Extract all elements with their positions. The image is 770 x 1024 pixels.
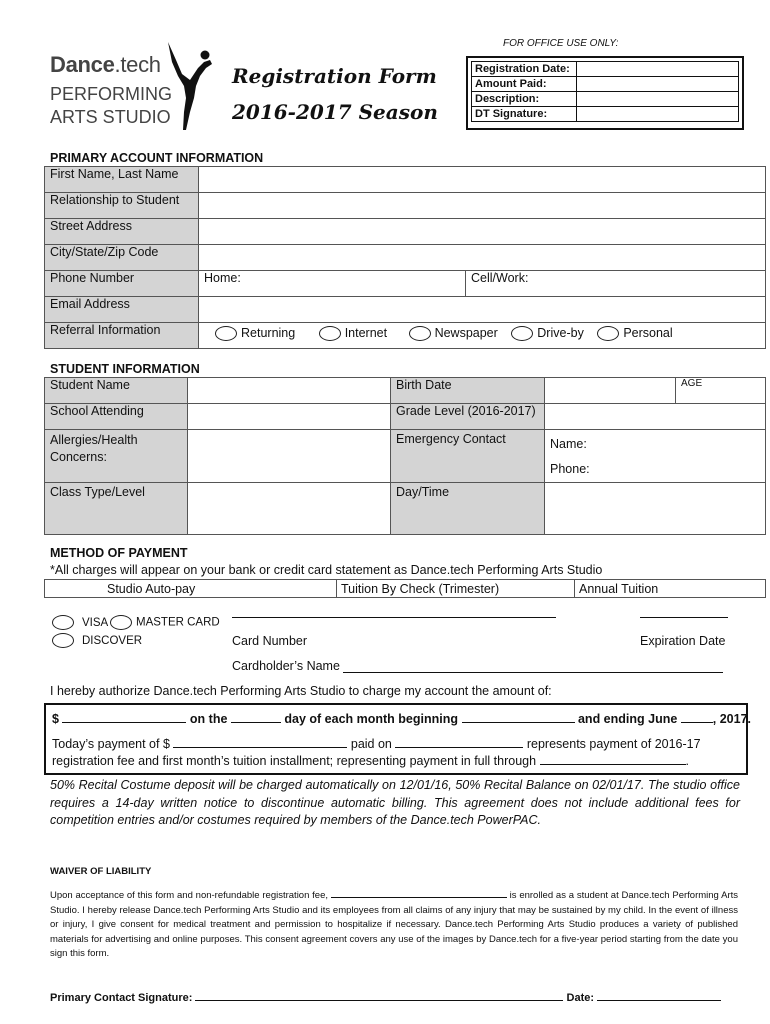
- radio-oval-icon: [52, 633, 74, 648]
- paid-through-line[interactable]: [540, 752, 686, 765]
- expiration-line[interactable]: [640, 617, 728, 618]
- todays-payment-line[interactable]: [173, 735, 347, 748]
- grade-level-field[interactable]: [545, 404, 766, 430]
- payment-options-table: [44, 579, 766, 598]
- card-type-mastercard[interactable]: MASTER CARD: [110, 615, 220, 630]
- class-type-field[interactable]: [188, 483, 391, 535]
- pay-option-autopay[interactable]: Studio Auto-pay: [103, 580, 337, 598]
- auth-line-3: registration fee and first month’s tuition installment; representing payment in full through .: [52, 754, 690, 768]
- date-label: Date:: [566, 992, 595, 1004]
- relationship-field[interactable]: [199, 193, 766, 219]
- field-label: Allergies/Health Concerns:: [45, 430, 188, 483]
- radio-oval-icon: [319, 326, 341, 341]
- waiver-text: Upon acceptance of this form and non-refundable registration fee, is enrolled as a student at Dance.tech Performing Arts Studio. I hereby release Dance.tech Performing Arts Studio and its employees from all claims of any injury that may be sustained by my child. In the event of illness or injury, I give consent for medical treatment and permission to hospitalize if necessary. Dance.tech Performing Arts Studio produces a variety of published materials for advertising and online purposes. This consent agreement covers any use of the images by Dance.tech for a five-year period starting from the date you sign this form.: [50, 887, 738, 962]
- logo-tech: .tech: [114, 52, 161, 77]
- age-field[interactable]: [676, 378, 766, 404]
- logo-wordmark: [50, 52, 161, 78]
- field-label: First Name, Last Name: [45, 167, 199, 193]
- referral-options: [199, 323, 766, 349]
- description-field[interactable]: [577, 92, 739, 107]
- home-phone-field[interactable]: [199, 271, 466, 297]
- logo-subtitle: [50, 83, 172, 129]
- field-label: Email Address: [45, 297, 199, 323]
- day-time-field[interactable]: [545, 483, 766, 535]
- emergency-name-label: Name:: [550, 437, 587, 451]
- registration-date-field[interactable]: [577, 62, 739, 77]
- beginning-line[interactable]: [462, 710, 575, 723]
- field-label: Day/Time: [391, 483, 545, 535]
- office-row-label: Registration Date:: [472, 62, 577, 77]
- radio-oval-icon: [597, 326, 619, 341]
- home-phone-label: Home:: [204, 271, 241, 285]
- age-label: AGE: [681, 378, 703, 389]
- referral-returning[interactable]: Returning: [215, 326, 295, 340]
- card-type-visa[interactable]: VISA: [52, 615, 108, 630]
- auth-line-1: $ on the day of each month beginning and ending June , 2017.: [52, 712, 752, 726]
- field-label: Birth Date: [391, 378, 545, 404]
- date-line[interactable]: [597, 989, 721, 1001]
- office-row-label: Amount Paid:: [472, 77, 577, 92]
- student-info-table: [44, 377, 766, 535]
- primary-account-table: [44, 166, 766, 349]
- field-label: Relationship to Student: [45, 193, 199, 219]
- signature-row: [50, 989, 721, 1004]
- field-label: City/State/Zip Code: [45, 245, 199, 271]
- recital-notice: 50% Recital Costume deposit will be charged automatically on 12/01/16, 50% Recital Balance on 02/01/17. The studio office requires a 14-day written notice to discontinue automatic billing. This agreement does not include additional fees for competition entries and/or costumes required by members of the Dance.tech PowerPAC.: [50, 778, 740, 827]
- pay-option-annual[interactable]: Annual Tuition: [575, 580, 766, 598]
- field-label: Student Name: [45, 378, 188, 404]
- authorize-text: I hereby authorize Dance.tech Performing Arts Studio to charge my account the amount of:: [50, 684, 552, 698]
- paid-on-line[interactable]: [395, 735, 523, 748]
- emergency-contact-field[interactable]: [545, 430, 766, 483]
- radio-oval-icon: [511, 326, 533, 341]
- form-season: 2016-2017 Season: [232, 100, 438, 124]
- cell-phone-label: Cell/Work:: [471, 271, 529, 285]
- radio-oval-icon: [110, 615, 132, 630]
- office-row-label: DT Signature:: [472, 107, 577, 122]
- field-label: Class Type/Level: [45, 483, 188, 535]
- dt-signature-field[interactable]: [577, 107, 739, 122]
- field-label: Emergency Contact: [391, 430, 545, 483]
- referral-drive-by[interactable]: Drive-by: [511, 326, 584, 340]
- signature-line[interactable]: [195, 989, 563, 1001]
- card-number-line[interactable]: [232, 617, 556, 618]
- radio-oval-icon: [409, 326, 431, 341]
- office-use-label: FOR OFFICE USE ONLY:: [503, 38, 619, 49]
- referral-personal[interactable]: Personal: [597, 326, 672, 340]
- form-title-block: [232, 58, 438, 130]
- office-row-label: Description:: [472, 92, 577, 107]
- dancer-silhouette-icon: [166, 40, 214, 132]
- email-field[interactable]: [199, 297, 766, 323]
- pay-spacer: [45, 580, 104, 598]
- waiver-title: WAIVER OF LIABILITY: [50, 866, 152, 877]
- birth-date-field[interactable]: [545, 378, 676, 404]
- expiration-label: Expiration Date: [640, 634, 726, 648]
- payment-note: *All charges will appear on your bank or credit card statement as Dance.tech Performing Arts Studio: [50, 563, 603, 577]
- student-section-title: STUDENT INFORMATION: [50, 362, 200, 376]
- student-name-field[interactable]: [188, 378, 391, 404]
- allergies-field[interactable]: [188, 430, 391, 483]
- field-label: School Attending: [45, 404, 188, 430]
- street-address-field[interactable]: [199, 219, 766, 245]
- emergency-phone-label: Phone:: [550, 462, 590, 476]
- form-title: Registration Form: [232, 64, 437, 88]
- radio-oval-icon: [215, 326, 237, 341]
- field-label: Referral Information: [45, 323, 199, 349]
- payment-section-title: METHOD OF PAYMENT: [50, 546, 188, 560]
- office-use-box: [466, 56, 744, 130]
- logo-brand: Dance: [50, 52, 115, 77]
- logo-line-performing: PERFORMING: [50, 84, 173, 104]
- city-state-zip-field[interactable]: [199, 245, 766, 271]
- ending-day-line[interactable]: [681, 710, 713, 723]
- field-label: Grade Level (2016-2017): [391, 404, 545, 430]
- cell-phone-field[interactable]: [466, 271, 766, 297]
- day-of-month-line[interactable]: [231, 710, 281, 723]
- field-label: Phone Number: [45, 271, 199, 297]
- referral-newspaper[interactable]: Newspaper: [409, 326, 498, 340]
- primary-section-title: PRIMARY ACCOUNT INFORMATION: [50, 151, 264, 165]
- card-number-label: Card Number: [232, 634, 308, 648]
- student-name-waiver-line[interactable]: [331, 887, 507, 898]
- referral-internet[interactable]: Internet: [319, 326, 387, 340]
- field-label: Street Address: [45, 219, 199, 245]
- radio-oval-icon: [52, 615, 74, 630]
- card-type-discover[interactable]: DISCOVER: [52, 633, 142, 648]
- name-field[interactable]: [199, 167, 766, 193]
- logo-line-arts-studio: ARTS STUDIO: [50, 107, 171, 127]
- pay-option-check[interactable]: Tuition By Check (Trimester): [337, 580, 575, 598]
- signature-label: Primary Contact Signature:: [50, 992, 193, 1004]
- cardholder-line[interactable]: [343, 658, 723, 673]
- amount-paid-field[interactable]: [577, 77, 739, 92]
- school-field[interactable]: [188, 404, 391, 430]
- monthly-amount-line[interactable]: [62, 710, 186, 723]
- cardholder-label: Cardholder’s Name: [232, 659, 340, 673]
- auth-line-2: Today’s payment of $ paid on represents payment of 2016-17: [52, 737, 701, 751]
